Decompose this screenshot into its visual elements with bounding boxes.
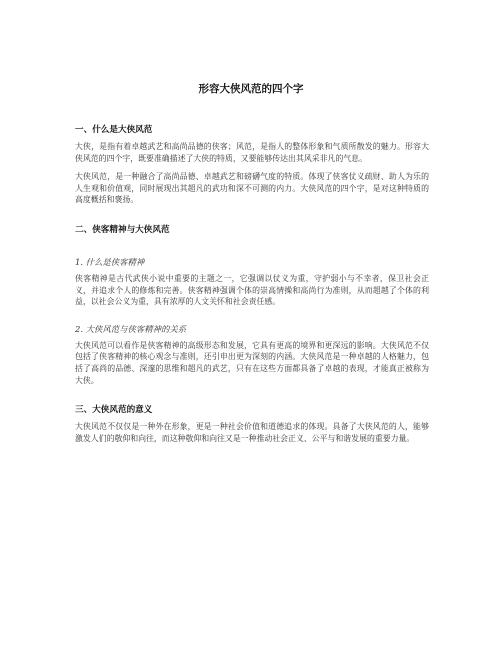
document-body [75,124,429,444]
document-title: 形容大侠风范的四个字 [198,83,304,95]
subsection-heading: 2. 大侠风范与侠客精神的关系 [75,323,187,334]
paragraph: 侠客精神是古代武侠小说中重要的主题之一，它强调以仗义为重，守护弱小与不幸者，保卫社会正义，并追求个人的修炼和完善。侠客精神强调个体的崇高情操和高尚行为准则，从而超越了个体的利益，以社会公义为重，具有浓厚的人文关怀和社会责任感。 [75,273,429,307]
paragraph: 大侠风范不仅仅是一种外在形象，更是一种社会价值和道德追求的体现。具备了大侠风范的人，能够激发人们的敬仰和向往，而这种敬仰和向往又是一种推动社会正义、公平与和谐发展的重要力量。 [75,422,429,443]
section-what-is-daxia-style [75,124,429,206]
paragraph: 大侠风范可以看作是侠客精神的高级形态和发展，它具有更高的境界和更深远的影响。大侠风范不仅包括了侠客精神的核心观念与准则，还引申出更为深刻的内涵。大侠风范是一种卓越的人格魅力，包括了高尚的品德、深邃的思维和超凡的武艺，只有在这些方面都具备了卓越的表现，才能真正被称为大侠。 [75,340,429,385]
paragraph: 大侠，是指有着卓越武艺和高尚品德的侠客；风范，是指人的整体形象和气质所散发的魅力。形容大侠风范的四个字，既要准确描述了大侠的特质，又要能够传达出其风采非凡的气息。 [75,142,429,163]
section-heading: 二、侠客精神与大侠风范 [75,224,170,235]
paragraph: 大侠风范，是一种融合了高尚品德、卓越武艺和磅礴气度的特质。体现了侠客仗义疏财、助人为乐的人生观和价值观，同时展现出其超凡的武功和深不可测的内力。大侠风范的四个字，是对这种特质的高度概括和褒扬。 [75,172,429,205]
section-significance [75,404,429,444]
section-xiake-spirit [75,224,429,386]
section-heading: 三、大侠风范的意义 [75,405,153,416]
subsection-heading: 1. 什么是侠客精神 [75,256,145,267]
section-heading: 一、什么是大侠风范 [75,125,153,135]
